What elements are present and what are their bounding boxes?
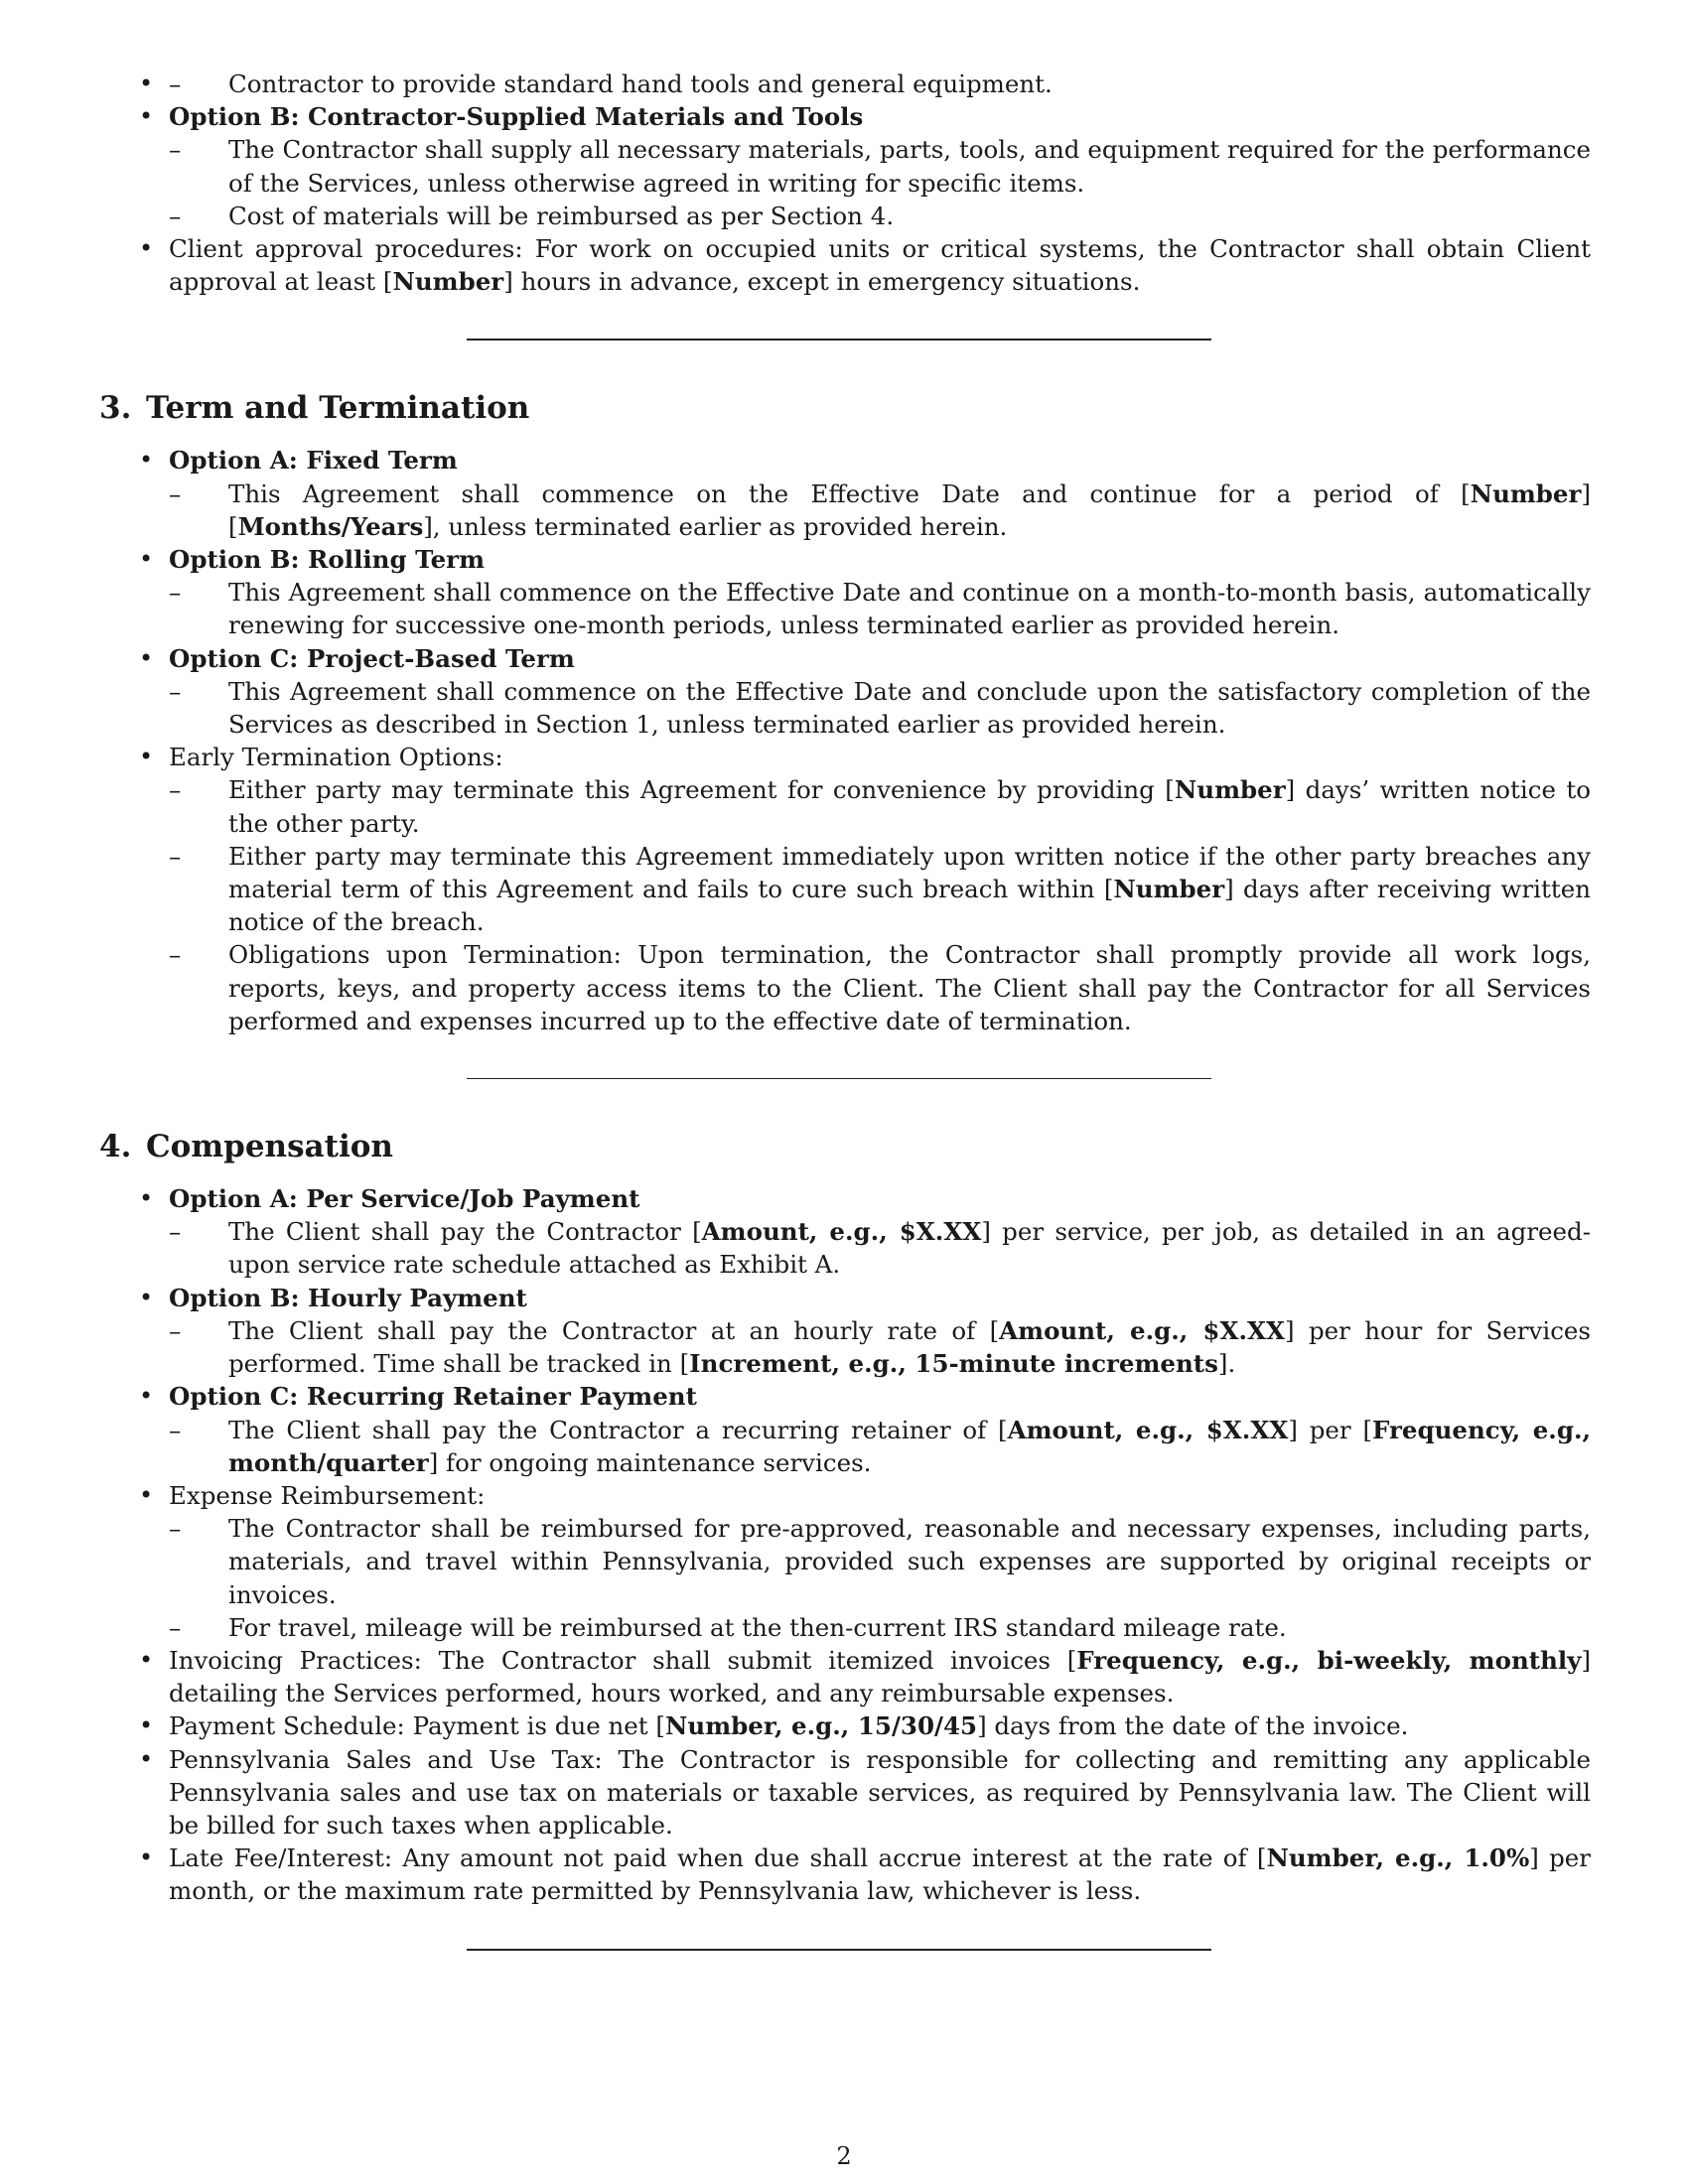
option-heading: Option B: Hourly Payment (169, 1283, 527, 1312)
text: Early Termination Options: (169, 743, 503, 772)
text: Client approval procedures: For work on occupied units or critical systems, the Contractor shall obtain Client approval at least [ (169, 234, 1591, 297)
section-title: Compensation (146, 1129, 393, 1165)
placeholder-text: Amount, e.g., $X.XX (1007, 1415, 1289, 1444)
placeholder-text: Frequency, e.g., month/quarter (228, 1415, 1592, 1477)
placeholder-text: Number, e.g., 15/30/45 (665, 1711, 978, 1741)
list-item (169, 1215, 1591, 1281)
list-item (99, 100, 1591, 232)
text: The Client shall pay the Contractor [ (228, 1217, 702, 1247)
option-heading: Option C: Project-Based Term (169, 643, 575, 673)
text: ] per service, per job, as detailed in an agreed-upon service rate schedule attached as Exhibit A. (228, 1217, 1591, 1280)
list-item (99, 1380, 1591, 1479)
placeholder-text: Number (1113, 875, 1225, 904)
list-item (169, 478, 1591, 543)
section-divider (467, 1949, 1211, 1951)
option-heading: Option B: Contractor-Supplied Materials and Tools (169, 102, 864, 132)
list-item (99, 1644, 1591, 1709)
option-heading: Option B: Rolling Term (169, 545, 485, 575)
list-item: – This Agreement shall commence on the Effective Date and conclude upon the satisfactory completion of the Services as described in Section 1, unless terminated earlier as provided herein. (169, 675, 1591, 741)
text: The Client shall pay the Contractor a recurring retainer of [ (228, 1415, 1008, 1444)
page-number: 2 (836, 2142, 852, 2170)
placeholder-text: Number (1174, 775, 1286, 805)
list-item (99, 1479, 1591, 1644)
list-item: – This Agreement shall commence on the Effective Date and continue on a month-to-month basis, automatically renewing for successive one-month periods, unless terminated earlier as provided herein. (169, 576, 1591, 641)
text: ] hours in advance, except in emergency situations. (503, 267, 1141, 297)
sub-list (169, 1414, 1591, 1479)
carryover-sub-list (99, 68, 1591, 100)
text: ] per hour for Services performed. Time shall be tracked in [ (228, 1315, 1591, 1379)
sub-list (169, 1215, 1591, 1281)
section4-list (99, 1182, 1591, 1907)
sub-list (169, 133, 1591, 232)
section-divider (467, 339, 1211, 341)
section-title: Term and Termination (146, 390, 530, 427)
text: Either party may terminate this Agreement for convenience by providing [ (228, 775, 1175, 805)
section-heading (99, 1127, 1591, 1166)
list-item (99, 1282, 1591, 1381)
text: Payment Schedule: Payment is due net [ (169, 1711, 665, 1741)
text: ] days’ written notice to the other party. (228, 775, 1591, 838)
list-item (99, 543, 1591, 642)
list-item: • Pennsylvania Sales and Use Tax: The Contractor is responsible for collecting and remitting any applicable Pennsylvania sales and use tax on materials or taxable services, as required by Pennsylvania law. The Client will be billed for such taxes when applicable. (99, 1743, 1591, 1843)
sub-list (169, 576, 1591, 641)
list-item: – Cost of materials will be reimbursed as per Section 4. (169, 200, 1591, 232)
list-item (169, 1314, 1591, 1380)
list-item: – The Contractor shall be reimbursed for pre-approved, reasonable and necessary expenses, including parts, materials, and travel within Pennsylvania, provided such expenses are supported by original receipts or invoices. (169, 1512, 1591, 1611)
text: This Agreement shall commence on the Effective Date and continue for a period of [ (228, 478, 1471, 508)
placeholder-text: Frequency, e.g., bi-weekly, monthly (1076, 1645, 1582, 1675)
option-heading: Option A: Per Service/Job Payment (169, 1184, 640, 1214)
section3-list (99, 444, 1591, 1037)
list-item (99, 1709, 1591, 1742)
list-item (169, 840, 1591, 939)
placeholder-text: Amount, e.g., $X.XX (999, 1315, 1286, 1345)
option-heading: Option C: Recurring Retainer Payment (169, 1382, 697, 1412)
section-number: 3. (99, 390, 132, 427)
section-number: 4. (99, 1129, 132, 1165)
text: ] for ongoing maintenance services. (428, 1447, 872, 1477)
text: ] per month, or the maximum rate permitted by Pennsylvania law, whichever is less. (169, 1843, 1591, 1906)
text: ] detailing the Services performed, hours worked, and any reimbursable expenses. (169, 1645, 1591, 1708)
placeholder-text: Months/Years (237, 511, 424, 541)
list-item (99, 444, 1591, 543)
text: Expense Reimbursement: (169, 1480, 486, 1510)
option-heading: Option A: Fixed Term (169, 446, 458, 476)
placeholder-text: Amount, e.g., $X.XX (701, 1217, 982, 1247)
list-item (169, 1414, 1591, 1479)
sub-list (169, 675, 1591, 741)
list-item: – For travel, mileage will be reimbursed at the then-current IRS standard mileage rate. (169, 1611, 1591, 1644)
placeholder-text: Increment, e.g., 15-minute increments (689, 1349, 1218, 1379)
text: Invoicing Practices: The Contractor shall submit itemized invoices [ (169, 1645, 1077, 1675)
list-item: – Contractor to provide standard hand tools and general equipment. (169, 68, 1591, 100)
text: The Client shall pay the Contractor at an hourly rate of [ (228, 1315, 1000, 1345)
list-item (99, 232, 1591, 298)
placeholder-text: Number (1470, 478, 1582, 508)
placeholder-text: Number (392, 267, 504, 297)
text: ] [ (228, 478, 1591, 541)
sub-list (169, 773, 1591, 1037)
list-item: – Obligations upon Termination: Upon termination, the Contractor shall promptly provide all work logs, reports, keys, and property access items to the Client. The Client shall pay the Contractor for all Services performed and expenses incurred up to the effective date of termination. (169, 938, 1591, 1037)
section2-options-list (99, 100, 1591, 298)
placeholder-text: Number, e.g., 1.0% (1266, 1843, 1530, 1873)
list-item (99, 741, 1591, 1037)
list-item (99, 1842, 1591, 1907)
section-divider (467, 1078, 1211, 1079)
text: ] days from the date of the invoice. (977, 1711, 1409, 1741)
text: ], unless terminated earlier as provided herein. (423, 511, 1008, 541)
text: ] days after receiving written notice of the breach. (228, 875, 1591, 937)
sub-list (169, 478, 1591, 543)
text: Late Fee/Interest: Any amount not paid when due shall accrue interest at the rate of [ (169, 1843, 1267, 1873)
page-content (99, 69, 1592, 1951)
text: ]. (1217, 1349, 1236, 1379)
list-item (99, 1182, 1591, 1282)
text: Either party may terminate this Agreement immediately upon written notice if the other party breaches any material term of this Agreement and fails to cure such breach within [ (228, 841, 1591, 904)
sub-list (169, 1512, 1591, 1644)
text: ] per [ (1288, 1415, 1372, 1444)
sub-list (169, 1314, 1591, 1380)
list-item: – The Contractor shall supply all necessary materials, parts, tools, and equipment required for the performance of the Services, unless otherwise agreed in writing for specific items. (169, 133, 1591, 199)
list-item (169, 773, 1591, 839)
list-item (99, 642, 1591, 742)
section-heading (99, 388, 1591, 428)
